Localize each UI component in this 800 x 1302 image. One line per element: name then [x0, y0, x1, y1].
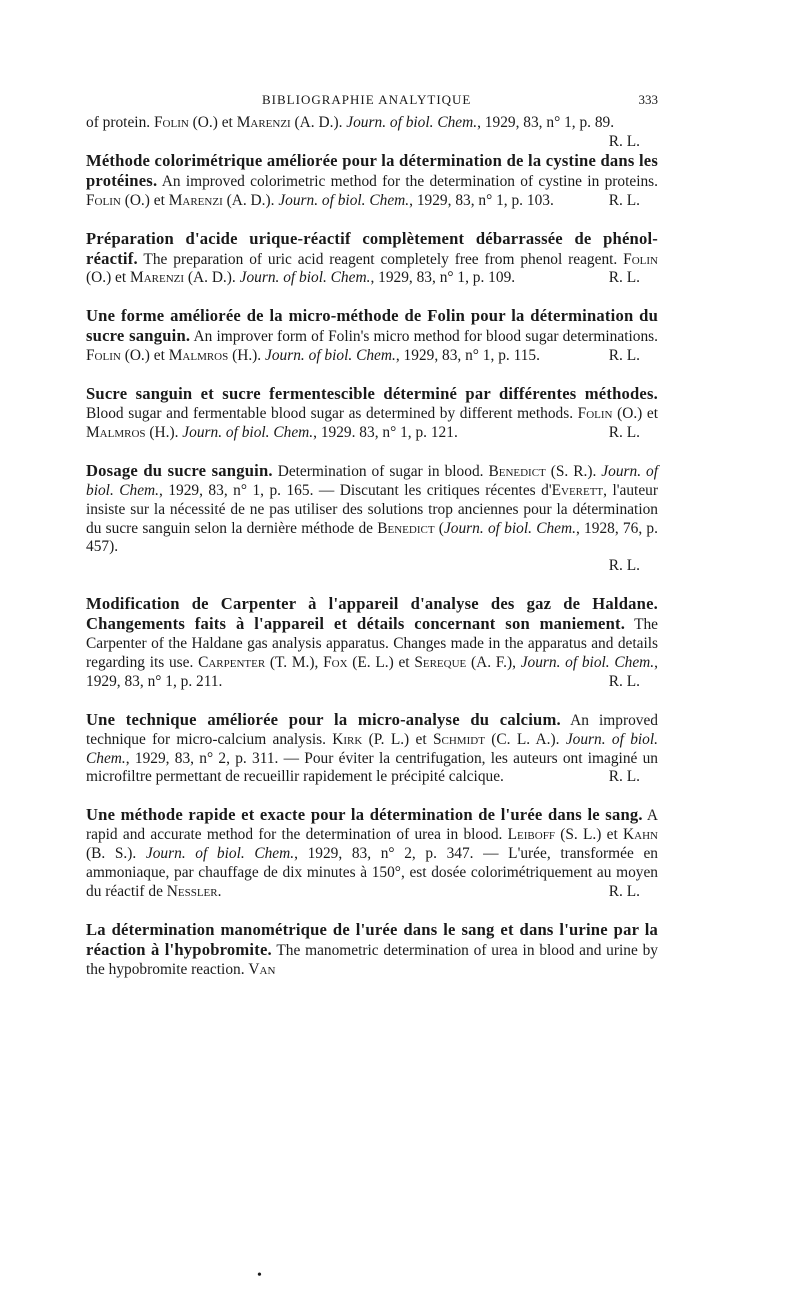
entry-text: , l'auteur insiste sur la nécessité de ne pas utiliser des solutions trop anciennes pour la détermination du sucre sanguin selon la dernière méthode de [86, 481, 658, 537]
author-name: Fox [323, 653, 348, 671]
entry-text: (C. L. A.). [484, 730, 566, 748]
entry-text: An improved colorimetric method for the determination of cystine in proteins. [157, 172, 658, 190]
author-name: Sereque [414, 653, 467, 671]
author-name: Kirk [332, 730, 363, 748]
author-name: Van [248, 960, 276, 978]
author-name: Folin [577, 404, 613, 422]
entry-title: Dosage du sucre sanguin. [86, 460, 273, 480]
bibliography-entry [86, 462, 658, 576]
entry-text: The Carpenter of the Haldane gas analysis apparatus. Changes made in the apparatus and details regarding its use. [86, 616, 659, 671]
bibliography-entry [86, 230, 658, 289]
reference: , 1928, 76, p. 457). [86, 519, 658, 556]
entry-text: An improver form of Folin's micro method for blood sugar determinations. [190, 328, 658, 346]
entry-title: Une technique améliorée pour la micro-analyse du calcium. [86, 709, 561, 729]
entry-text: (O.) et [86, 269, 131, 287]
reference: , 1929, 83, n° 1, p. 103. [409, 191, 554, 209]
author-name: Carpenter [198, 653, 266, 671]
bibliography-entry [86, 595, 658, 692]
reviewer-signature: R. L. [608, 423, 640, 441]
running-head [86, 92, 658, 114]
reference: , 1929, 83, n° 1, p. 115. [395, 347, 540, 365]
page [86, 92, 658, 999]
author-name: Marenzi [236, 114, 291, 131]
entry-text: (S. L.) et [554, 826, 624, 844]
entry-title: Une forme améliorée de la micro-méthode de Folin pour la détermination du sucre sanguin. [86, 306, 658, 346]
entry-text: (O.) et [612, 404, 658, 422]
page-number: 333 [638, 92, 658, 107]
reviewer-signature: R. L. [608, 269, 640, 287]
author-name: Malmros [86, 423, 146, 441]
bibliography-entry [86, 114, 658, 150]
footer-mark: • [257, 1268, 262, 1283]
entry-text: An improved technique for micro-calcium analysis. [86, 711, 658, 748]
reference: , 1929, 83, n° 1, p. 165. — Discutant les critiques récentes d' [159, 481, 552, 499]
journal-name: Journ. of biol. Chem. [265, 347, 396, 365]
entry-title: Une méthode rapide et exacte pour la détermination de l'urée dans le sang. [86, 805, 643, 825]
reference: , 1929, 83, n° 2, p. 311. — Pour éviter la centrifugation, les auteurs ont imaginé un microfiltre permettant de recueillir rapidement le précipité calcique. [86, 749, 658, 786]
reference: , 1929, 83, n° 1, p. 109. [370, 269, 516, 287]
entry-text: Determination of sugar in blood. [272, 462, 489, 480]
reviewer-signature: R. L. [608, 347, 640, 365]
author-name: Folin [623, 250, 658, 268]
author-name: Everett [551, 481, 604, 499]
bibliography-entry [86, 307, 658, 366]
entry-text: (E. L.) et [347, 653, 415, 671]
entry-text: (O.) et [188, 114, 237, 131]
entry-text: ( [434, 519, 444, 537]
entry-text: (O.) et [120, 347, 169, 365]
reviewer-signature: R. L. [608, 132, 640, 150]
author-name: Malmros [168, 347, 229, 365]
entry-text: (A. D.). [184, 269, 240, 287]
entry-text: A rapid and accurate method for the determination of urea in blood. [86, 807, 658, 844]
entry-text: (A. F.), [466, 653, 521, 671]
entry-text: (H.). [228, 347, 266, 365]
entry-text: (P. L.) et [362, 730, 433, 748]
journal-name: Journ. of biol. Chem. [278, 191, 410, 209]
entry-text: The manometric determination of urea in blood and urine by the hypobromite reaction. [86, 941, 658, 978]
entry-text: (A. D.). [290, 114, 347, 131]
running-title: BIBLIOGRAPHIE ANALYTIQUE [262, 92, 472, 107]
bibliography-entry [86, 711, 658, 788]
entry-title: La détermination manométrique de l'urée dans le sang et dans l'urine par la réaction à l'hypobromite. [86, 919, 658, 959]
bibliography-entry [86, 385, 658, 443]
reference: , 1929, 83, n° 1, p. 89. [477, 114, 615, 131]
author-name: Marenzi [168, 191, 223, 209]
journal-name: Journ. of biol. Chem. [86, 462, 658, 499]
author-name: Marenzi [130, 269, 185, 287]
journal-name: Journ. of biol. Chem. [86, 730, 659, 767]
entry-text: (A. D.). [222, 191, 279, 209]
journal-name: Journ. of biol. Chem. [239, 269, 371, 287]
reviewer-signature: R. L. [608, 672, 640, 690]
entry-title: Méthode colorimétrique améliorée pour la détermination de la cystine dans les protéines. [86, 150, 658, 190]
reviewer-signature: R. L. [608, 557, 640, 575]
entry-text: of protein. [86, 114, 154, 131]
author-name: Leiboff [507, 826, 555, 844]
entry-title: Modification de Carpenter à l'appareil d'analyse des gaz de Haldane. Changements faits à l'appareil et détails concernant son maniement. [86, 594, 658, 634]
entry-text: (S. R.). [545, 462, 602, 480]
journal-name: Journ. of biol. Chem. [346, 114, 478, 131]
entry-text: (T. M.), [265, 653, 324, 671]
journal-name: Journ. of biol. Chem. [145, 845, 295, 863]
author-name: Schmidt [432, 730, 485, 748]
entry-title: Préparation d'acide urique-réactif complètement débarrassée de phénol-réactif. [86, 228, 658, 268]
journal-name: Journ. of biol. Chem. [182, 423, 314, 441]
reviewer-signature: R. L. [608, 191, 640, 209]
entry-text: (O.) et [120, 191, 169, 209]
author-name: Nessler [166, 883, 218, 900]
entry-text: (B. S.). [86, 845, 146, 863]
entry-text: Blood sugar and fermentable blood sugar as determined by different methods. [86, 404, 578, 422]
bibliography-entry [86, 921, 658, 980]
author-name: Folin [86, 347, 121, 365]
author-name: Folin [153, 114, 189, 131]
reference: , 1929, 83, n° 1, p. 211. [86, 653, 658, 690]
journal-name: Journ. of biol. Chem. [443, 519, 576, 537]
entry-title: Sucre sanguin et sucre fermentescible déterminé par différentes méthodes. [86, 384, 658, 404]
author-name: Folin [86, 191, 121, 209]
author-name: Benedict [377, 519, 435, 537]
entry-text: (H.). [145, 423, 183, 441]
reference: , 1929. 83, n° 1, p. 121. [313, 423, 458, 441]
bibliography-entry [86, 152, 658, 211]
author-name: Benedict [488, 462, 546, 480]
author-name: Kahn [623, 826, 658, 844]
entry-text: The preparation of uric acid reagent completely free from phenol reagent. [137, 250, 624, 268]
journal-name: Journ. of biol. Chem. [520, 653, 655, 671]
bibliography-entry [86, 806, 658, 902]
reference: , 1929, 83, n° 2, p. 347. — L'urée, transformée en ammoniaque, par chauffage de dix minutes à 150°, est dosée colorimétriquement au moyen du réactif de [86, 845, 658, 900]
reviewer-signature: R. L. [608, 768, 640, 786]
reviewer-signature: R. L. [608, 883, 640, 900]
entry-text: . [217, 883, 222, 900]
